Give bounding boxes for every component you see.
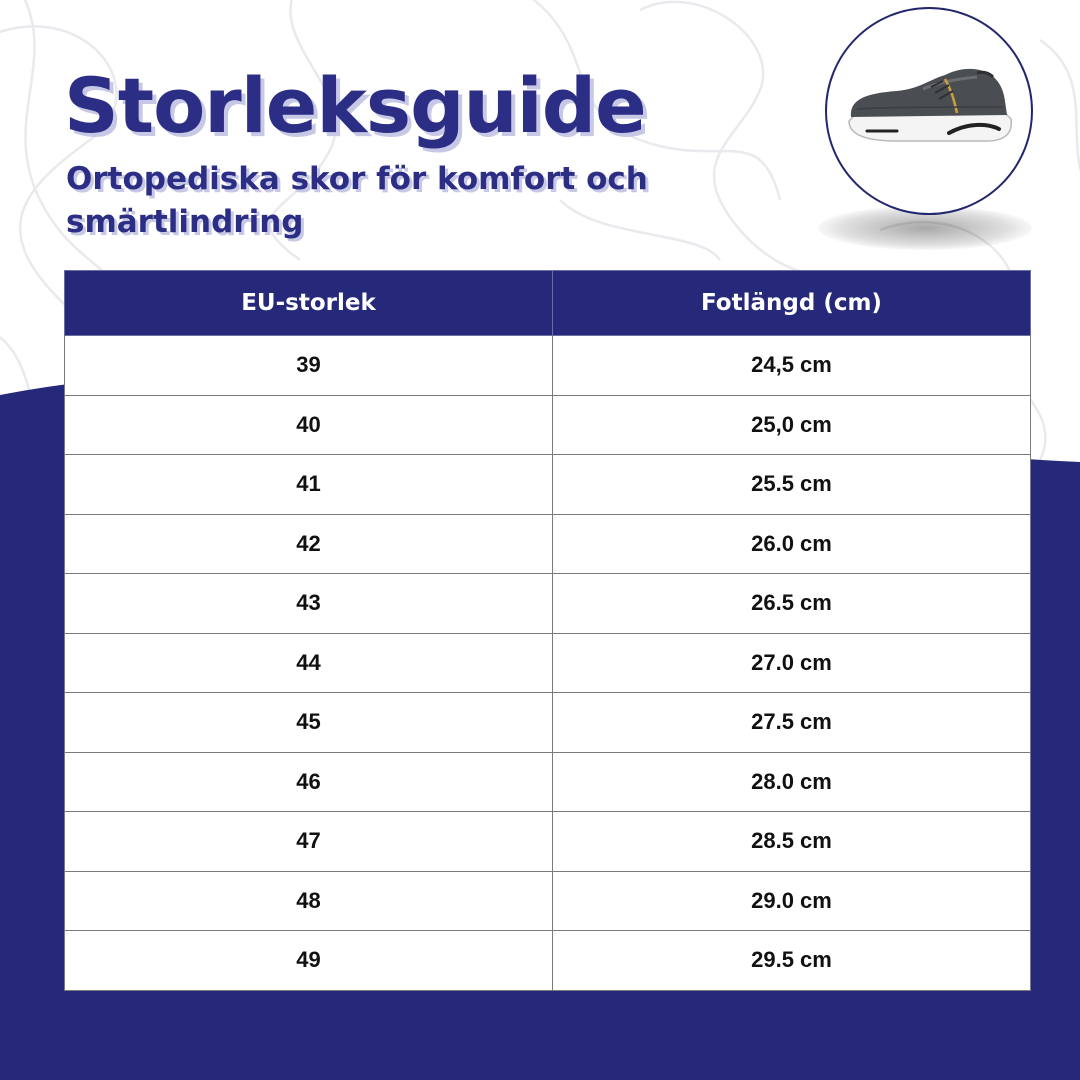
- table-row: [65, 752, 1031, 812]
- size-cell: 47: [65, 812, 553, 872]
- shoe-icon: [827, 9, 1033, 215]
- length-cell: 24,5 cm: [553, 336, 1031, 396]
- table-row: [65, 931, 1031, 991]
- size-cell: 49: [65, 931, 553, 991]
- length-cell: 26.0 cm: [553, 514, 1031, 574]
- size-table: [64, 270, 1031, 991]
- size-cell: 46: [65, 752, 553, 812]
- length-cell: 27.5 cm: [553, 693, 1031, 753]
- length-cell: 29.5 cm: [553, 931, 1031, 991]
- table-row: [65, 514, 1031, 574]
- size-cell: 44: [65, 633, 553, 693]
- column-header-foot-length: Fotlängd (cm): [553, 271, 1031, 336]
- length-cell: 25,0 cm: [553, 395, 1031, 455]
- size-cell: 39: [65, 336, 553, 396]
- size-cell: 42: [65, 514, 553, 574]
- length-cell: 29.0 cm: [553, 871, 1031, 931]
- table-row: [65, 812, 1031, 872]
- product-image-circle: [825, 7, 1033, 215]
- size-cell: 48: [65, 871, 553, 931]
- page-title: Storleksguide: [64, 61, 646, 150]
- table-row: [65, 336, 1031, 396]
- table-header-row: [65, 271, 1031, 336]
- page-subtitle: Ortopediska skor för komfort och smärtlindring: [66, 161, 648, 240]
- length-cell: 28.5 cm: [553, 812, 1031, 872]
- size-cell: 43: [65, 574, 553, 634]
- table-row: [65, 633, 1031, 693]
- table-row: [65, 455, 1031, 515]
- length-cell: 26.5 cm: [553, 574, 1031, 634]
- size-cell: 40: [65, 395, 553, 455]
- column-header-eu-size: EU-storlek: [65, 271, 553, 336]
- length-cell: 28.0 cm: [553, 752, 1031, 812]
- size-cell: 45: [65, 693, 553, 753]
- table-row: [65, 693, 1031, 753]
- length-cell: 25.5 cm: [553, 455, 1031, 515]
- table-row: [65, 871, 1031, 931]
- table-row: [65, 395, 1031, 455]
- length-cell: 27.0 cm: [553, 633, 1031, 693]
- table-row: [65, 574, 1031, 634]
- size-cell: 41: [65, 455, 553, 515]
